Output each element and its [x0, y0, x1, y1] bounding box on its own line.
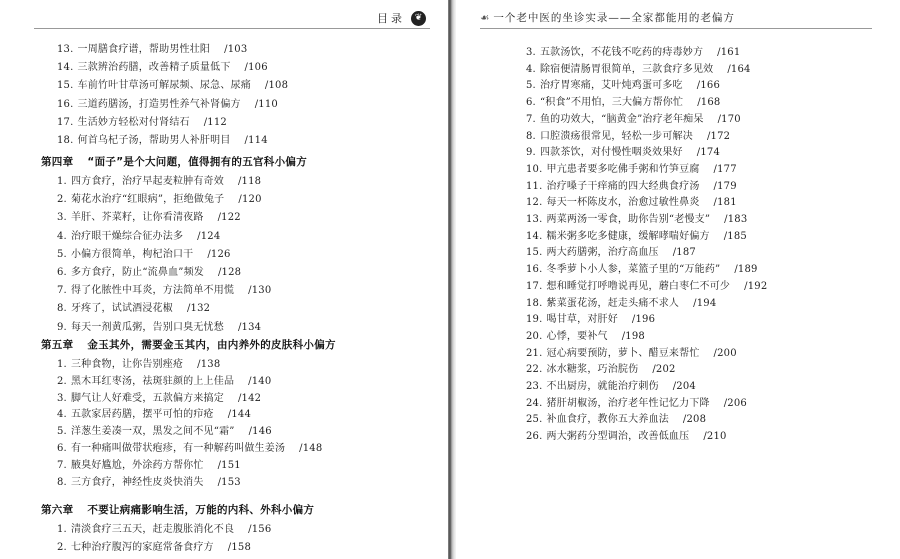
entry-title: 每天一剂黄瓜粥，告别口臭无忧愁: [70, 321, 224, 333]
toc-entry: [57, 281, 271, 296]
toc-entry: [57, 76, 288, 91]
toc-entry: [526, 76, 720, 91]
toc-entry: [526, 60, 751, 75]
toc-entry: [526, 243, 696, 258]
entry-title: 多方食疗，防止“流鼻血”频发: [70, 267, 204, 278]
entry-page-number: /103: [224, 44, 248, 55]
entry-number: 1.: [57, 524, 67, 535]
entry-title: 两大药膳粥，治疗高血压: [546, 247, 659, 259]
entry-number: 15.: [57, 80, 74, 92]
entry-title: 三道药膳汤，打造男性养气补肾偏方: [77, 98, 241, 110]
toc-entry: [526, 327, 645, 342]
entry-page-number: /112: [203, 116, 227, 128]
toc-entry: [57, 227, 220, 242]
entry-title: 三种食物，让你告别痤疮: [70, 359, 184, 370]
entry-number: 2.: [57, 375, 67, 387]
entry-page-number: /120: [238, 194, 262, 206]
toc-entry: [57, 405, 251, 420]
entry-title: 羊肝、芥菜籽，让你看清夜路: [70, 212, 204, 224]
entry-title: 冬季萝卜小人参，菜篮子里的“万能药”: [546, 264, 721, 276]
entry-number: 23.: [526, 381, 543, 392]
toc-entry: [526, 127, 730, 142]
left-page-header: [377, 10, 426, 26]
chapter-title: “面子”是个大问题，值得拥有的五官科小偏方: [87, 156, 308, 168]
toc-entry: [526, 227, 747, 242]
entry-page-number: /124: [197, 230, 221, 242]
entry-number: 3.: [57, 392, 67, 404]
entry-number: 4.: [526, 63, 536, 75]
toc-entry: [57, 520, 271, 535]
entry-page-number: /140: [248, 375, 272, 387]
entry-page-number: /130: [248, 285, 272, 297]
entry-page-number: /185: [723, 230, 747, 242]
entry-title: 两菜两汤一零食，助你告别“老慢支”: [546, 214, 711, 225]
entry-page-number: /206: [723, 397, 747, 409]
toc-entry: [526, 427, 727, 442]
entry-page-number: /183: [724, 214, 748, 225]
toc-entry: [57, 40, 247, 55]
toc-entry: [57, 131, 268, 146]
header-rule: [34, 28, 430, 29]
entry-title: 想和睡觉打呼噜说再见，蘑白枣仁不可少: [546, 280, 731, 292]
entry-page-number: /144: [227, 409, 252, 421]
entry-number: 4.: [57, 230, 67, 242]
entry-number: 19.: [526, 314, 543, 326]
entry-page-number: /108: [264, 80, 289, 92]
entry-title: 三方食疗，神经性皮炎快消失: [70, 476, 204, 488]
entry-number: 9.: [57, 321, 67, 333]
toc-entry: [57, 538, 251, 553]
entry-title: 洋葱生姜凑一双，黑发之间不见“霜”: [70, 426, 235, 438]
entry-number: 16.: [526, 264, 543, 276]
chapter-heading: [41, 337, 336, 352]
chapter-label: 第四章: [41, 156, 74, 168]
entry-page-number: /172: [706, 130, 731, 142]
toc-entry: [526, 93, 720, 108]
toc-entry: [57, 58, 268, 73]
entry-page-number: /156: [248, 524, 272, 535]
entry-title: 清淡食疗三五天，赶走腹胀消化不良: [70, 524, 235, 535]
entry-page-number: /168: [697, 97, 721, 109]
toc-entry: [526, 110, 741, 125]
entry-title: 车前竹叶甘草汤可解尿频、尿急、尿痛: [77, 80, 251, 92]
entry-title: 牙疼了，试试酒浸花椒: [70, 303, 173, 315]
entry-number: 10.: [526, 163, 543, 175]
toc-entry: [57, 439, 322, 454]
header-rule: [480, 28, 872, 29]
entry-number: 18.: [526, 297, 543, 309]
entry-page-number: /142: [237, 392, 262, 404]
entry-page-number: /158: [227, 542, 252, 553]
entry-number: 1.: [57, 359, 67, 370]
entry-title: 治疗胃寒痛，艾叶炖鸡蛋可多吃: [539, 80, 683, 92]
entry-title: 黑木耳红枣汤，祛斑驻颜的上上佳品: [70, 375, 235, 387]
entry-number: 14.: [526, 230, 543, 242]
toc-entry: [526, 377, 696, 392]
entry-number: 6.: [57, 443, 67, 454]
entry-number: 7.: [57, 459, 67, 471]
entry-number: 8.: [57, 476, 67, 488]
toc-entry: [57, 456, 241, 471]
entry-page-number: /210: [703, 431, 727, 443]
entry-number: 6.: [57, 267, 67, 278]
entry-page-number: /110: [254, 98, 278, 110]
entry-number: 8.: [526, 130, 536, 142]
entry-title: 鱼的功效大，“脑黄金”治疗老年痴呆: [539, 113, 704, 125]
entry-page-number: /198: [621, 330, 645, 342]
entry-number: 22.: [526, 364, 543, 376]
toc-entry: [526, 294, 716, 309]
entry-title: 七种治疗腹泻的家庭常备食疗方: [70, 542, 214, 553]
entry-title: 喝甘草，对肝好: [546, 314, 618, 326]
entry-number: 7.: [57, 285, 67, 297]
entry-title: 补血食疗，教你五大养血法: [546, 414, 669, 426]
toc-entry: [526, 344, 737, 359]
chapter-heading: [41, 154, 307, 169]
entry-title: 冠心病要预防，萝卜、醋豆来帮忙: [546, 347, 700, 359]
entry-page-number: /151: [217, 459, 241, 471]
entry-title: 一周膳食疗谱，帮助男性壮阳: [77, 44, 211, 55]
entry-page-number: /192: [744, 280, 768, 292]
entry-number: 17.: [526, 280, 543, 292]
entry-title: 甲亢患者要多吃佛手粥和竹笋豆腐: [546, 163, 700, 175]
entry-title: 每天一杯陈皮水，治愈过敏性鼻炎: [546, 197, 700, 209]
entry-title: 不出厨房，就能治疗刺伤: [546, 381, 659, 392]
entry-number: 14.: [57, 62, 74, 74]
entry-page-number: /194: [693, 297, 717, 309]
entry-page-number: /134: [237, 321, 262, 333]
entry-title: 菊花水治疗“红眼病”，拒绝做兔子: [70, 194, 225, 206]
entry-title: 治疗嗓子干痒痛的四大经典食疗汤: [546, 180, 700, 192]
entry-title: 口腔溃疡很常见，轻松一步可解决: [539, 130, 693, 142]
toc-entry: [57, 355, 220, 370]
toc-entry: [57, 372, 271, 387]
entry-title: 得了化脓性中耳炎，方法简单不用慌: [70, 285, 235, 297]
entry-number: 24.: [526, 397, 543, 409]
entry-number: 25.: [526, 414, 543, 426]
entry-title: 糯米粥多吃多健康，缓解哮喘好偏方: [546, 230, 710, 242]
toc-entry: [57, 299, 210, 314]
toc-entry: [57, 172, 261, 187]
entry-title: 冰水糖浆，巧治脘伤: [546, 364, 639, 376]
entry-number: 13.: [526, 214, 543, 225]
entry-page-number: /138: [197, 359, 221, 370]
entry-number: 5.: [57, 248, 67, 260]
toc-entry: [526, 277, 767, 292]
entry-page-number: /114: [244, 135, 268, 146]
entry-title: “积食”不用怕，三大偏方帮你忙: [539, 97, 684, 109]
entry-number: 18.: [57, 135, 74, 146]
entry-page-number: /202: [652, 364, 676, 376]
entry-number: 5.: [57, 426, 67, 438]
entry-number: 5.: [526, 80, 536, 92]
toc-entry: [57, 389, 261, 404]
entry-title: 四款茶饮，对付慢性咽炎效果好: [539, 147, 683, 159]
toc-entry: [526, 260, 758, 275]
toc-entry: [57, 208, 241, 223]
ornament-icon: ☙: [480, 12, 491, 24]
entry-title: 两大粥药分型调治，改善低血压: [546, 431, 690, 443]
left-page: [0, 0, 448, 559]
entry-number: 16.: [57, 98, 74, 110]
toc-entry: [57, 473, 241, 488]
running-head-book-title: 一个老中医的坐诊实录——全家都能用的老偏方: [493, 12, 735, 24]
chapter-title: 不要让病痛影响生活，万能的内科、外科小偏方: [87, 504, 315, 516]
chapter-title: 金玉其外，需要金玉其内，由内养外的皮肤科小偏方: [87, 339, 336, 351]
chapter-heading: [41, 502, 314, 517]
chapter-label: 第五章: [41, 339, 74, 351]
toc-entry: [57, 113, 227, 128]
entry-title: 紫菜蛋花汤，赶走头痛不求人: [546, 297, 680, 309]
entry-page-number: /106: [244, 62, 268, 74]
toc-entry: [526, 210, 747, 225]
entry-number: 8.: [57, 303, 67, 315]
entry-title: 有一种痛叫做带状疱疹，有一种解药叫做生姜汤: [70, 443, 286, 454]
toc-entry: [57, 422, 272, 437]
entry-title: 五款家居药膳，摆平可怕的疖疮: [70, 409, 214, 421]
toc-entry: [57, 190, 262, 205]
entry-title: 腋臭好尴尬，外涂药方帮你忙: [70, 459, 204, 471]
entry-page-number: /196: [631, 314, 656, 326]
toc-entry: [526, 43, 740, 58]
entry-title: 猪肝胡椒汤，治疗老年性记忆力下降: [546, 397, 710, 409]
entry-title: 心悸，要补气: [546, 330, 608, 342]
entry-number: 9.: [526, 147, 536, 159]
toc-entry: [526, 143, 720, 158]
entry-page-number: /181: [713, 197, 737, 209]
entry-number: 3.: [57, 212, 67, 224]
entry-page-number: /200: [713, 347, 737, 359]
toc-entry: [57, 318, 261, 333]
entry-page-number: /118: [237, 176, 262, 187]
entry-page-number: /148: [299, 443, 323, 454]
entry-number: 6.: [526, 97, 536, 109]
entry-page-number: /208: [682, 414, 707, 426]
right-page: [456, 0, 900, 559]
entry-number: 13.: [57, 44, 74, 55]
toc-entry: [526, 193, 737, 208]
entry-title: 何首乌杞子汤，帮助男人补肝明目: [77, 135, 231, 146]
entry-number: 7.: [526, 113, 536, 125]
entry-page-number: /174: [696, 147, 721, 159]
entry-page-number: /189: [734, 264, 758, 276]
entry-title: 生活妙方轻松对付肾结石: [77, 116, 190, 128]
entry-page-number: /161: [717, 47, 741, 58]
toc-entry: [526, 160, 737, 175]
entry-number: 4.: [57, 409, 67, 421]
entry-title: 四方食疗，治疗早起麦粒肿有奇效: [70, 176, 224, 187]
right-page-header: [480, 10, 735, 25]
entry-page-number: /187: [672, 247, 696, 259]
entry-title: 除宿便清肠胃很简单，三款食疗多见效: [539, 63, 714, 75]
entry-number: 2.: [57, 194, 67, 206]
chapter-label: 第六章: [41, 504, 74, 516]
entry-number: 15.: [526, 247, 543, 259]
entry-title: 治疗眼干燥综合征办法多: [70, 230, 184, 242]
toc-entry: [57, 263, 241, 278]
entry-page-number: /170: [717, 113, 741, 125]
entry-page-number: /179: [713, 180, 737, 192]
toc-entry: [526, 310, 655, 325]
entry-number: 12.: [526, 197, 543, 209]
entry-page-number: /164: [727, 63, 751, 75]
toc-entry: [57, 95, 278, 110]
entry-number: 26.: [526, 431, 543, 443]
toc-entry: [57, 245, 231, 260]
entry-page-number: /146: [248, 426, 272, 438]
entry-page-number: /122: [217, 212, 241, 224]
entry-title: 五款汤饮，不花钱不吃药的痔毒妙方: [539, 47, 704, 58]
entry-page-number: /132: [186, 303, 211, 315]
entry-title: 小偏方很简单，枸杞治口干: [70, 248, 194, 260]
running-head-title: 目录: [377, 12, 405, 25]
entry-title: 脚气让人好难受，五款偏方来搞定: [70, 392, 224, 404]
book-spine-gutter: [448, 0, 456, 559]
flourish-icon: ❦: [411, 11, 426, 26]
entry-page-number: /204: [672, 381, 696, 392]
entry-number: 21.: [526, 347, 543, 359]
entry-number: 20.: [526, 330, 543, 342]
entry-number: 1.: [57, 176, 67, 187]
entry-page-number: /166: [696, 80, 721, 92]
entry-page-number: /126: [207, 248, 231, 260]
toc-entry: [526, 360, 676, 375]
toc-entry: [526, 177, 737, 192]
entry-number: 17.: [57, 116, 74, 128]
entry-number: 3.: [526, 47, 536, 58]
toc-entry: [526, 394, 747, 409]
entry-page-number: /153: [217, 476, 241, 488]
entry-title: 三款辨治药膳，改善精子质量低下: [77, 62, 231, 74]
entry-number: 2.: [57, 542, 67, 553]
entry-page-number: /128: [217, 267, 242, 278]
entry-page-number: /177: [713, 163, 737, 175]
entry-number: 11.: [526, 180, 543, 192]
toc-entry: [526, 410, 706, 425]
